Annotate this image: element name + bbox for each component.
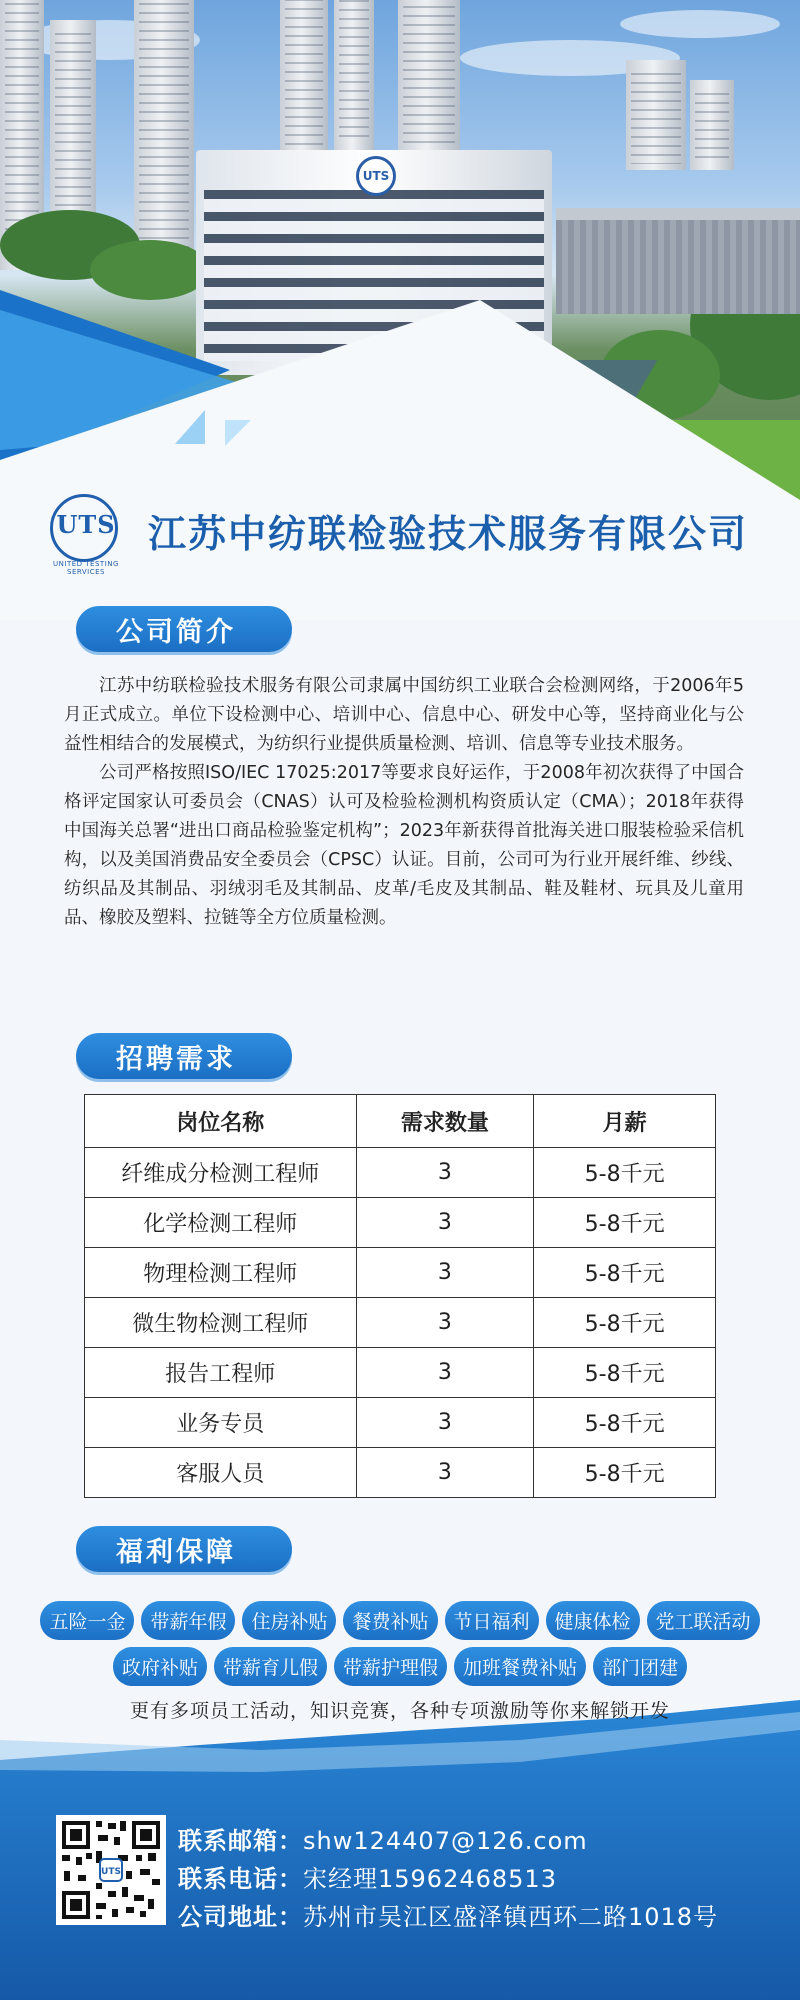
job-count: 3 [356, 1448, 534, 1498]
table-row [85, 1148, 716, 1198]
email-label: 联系邮箱： [178, 1827, 303, 1855]
job-title: 微生物检测工程师 [85, 1298, 357, 1348]
company-header [46, 490, 749, 576]
company-logo-icon: UTS UNITED TESTING SERVICES [46, 490, 126, 570]
job-salary: 5-8千元 [534, 1348, 716, 1398]
column-header: 岗位名称 [85, 1095, 357, 1148]
job-title: 化学检测工程师 [85, 1198, 357, 1248]
benefit-tag: 党工联活动 [647, 1601, 760, 1640]
benefit-tag: 健康体检 [546, 1601, 640, 1640]
email-value[interactable]: shw124407@126.com [303, 1827, 588, 1855]
phone-value[interactable]: 宋经理15962468513 [303, 1865, 557, 1893]
benefit-tag: 节日福利 [445, 1601, 539, 1640]
job-salary: 5-8千元 [534, 1298, 716, 1348]
benefit-tag: 五险一金 [40, 1601, 134, 1640]
table-row [85, 1298, 716, 1348]
address-label: 公司地址： [178, 1903, 303, 1931]
column-header: 月薪 [534, 1095, 716, 1148]
job-count: 3 [356, 1198, 534, 1248]
contact-address-row [178, 1898, 718, 1936]
job-salary: 5-8千元 [534, 1448, 716, 1498]
benefit-tag: 带薪护理假 [334, 1647, 447, 1686]
table-row [85, 1448, 716, 1498]
job-title: 报告工程师 [85, 1348, 357, 1398]
job-title: 客服人员 [85, 1448, 357, 1498]
benefit-tags-row-2 [0, 1647, 800, 1686]
building-logo-icon: UTS [356, 156, 396, 196]
job-count: 3 [356, 1348, 534, 1398]
contact-phone-row [178, 1860, 718, 1898]
intro-paragraph-2: 公司严格按照ISO/IEC 17025:2017等要求良好运作，于2008年初次获得了中国合格评定国家认可委员会（CNAS）认可及检验检测机构资质认定（CMA）；2018年获得中国海关总署“进出口商品检验鉴定机构”；2023年新获得首批海关进口服装检验采信机构，以及美国消费品安全委员会（CPSC）认证。目前，公司可为行业开展纤维、纱线、纺织品及其制品、羽绒羽毛及其制品、皮革/毛皮及其制品、鞋及鞋材、玩具及儿童用品、橡胶及塑料、拉链等全方位质量检测。 [64, 763, 744, 928]
benefit-tag: 加班餐费补贴 [454, 1647, 586, 1686]
benefit-tag: 政府补贴 [113, 1647, 207, 1686]
benefit-tag: 带薪育儿假 [214, 1647, 327, 1686]
job-count: 3 [356, 1398, 534, 1448]
intro-heading: 公司简介 [76, 606, 292, 652]
jobs-table [84, 1094, 716, 1498]
benefit-tags-row-1 [0, 1601, 800, 1640]
job-count: 3 [356, 1248, 534, 1298]
job-count: 3 [356, 1298, 534, 1348]
contact-info [178, 1822, 718, 1936]
benefit-tag: 部门团建 [593, 1647, 687, 1686]
job-count: 3 [356, 1148, 534, 1198]
svg-text:UTS: UTS [101, 1867, 121, 1877]
recruit-heading: 招聘需求 [76, 1033, 292, 1079]
phone-label: 联系电话： [178, 1865, 303, 1893]
table-row [85, 1348, 716, 1398]
benefit-tag: 住房补贴 [242, 1601, 336, 1640]
table-header-row [85, 1095, 716, 1148]
benefit-tag: 餐费补贴 [343, 1601, 437, 1640]
job-salary: 5-8千元 [534, 1198, 716, 1248]
benefits-more-text: 更有多项员工活动，知识竞赛，各种专项激励等你来解锁开发 [129, 1700, 670, 1722]
table-row [85, 1248, 716, 1298]
intro-paragraph-1: 江苏中纺联检验技术服务有限公司隶属中国纺织工业联合会检测网络，于2006年5月正式成立。单位下设检测中心、培训中心、信息中心、研发中心等，坚持商业化与公益性相结合的发展模式，为纺织行业提供质量检测、培训、信息等专业技术服务。 [64, 676, 744, 754]
company-name: 江苏中纺联检验技术服务有限公司 [148, 510, 749, 556]
qr-code-icon[interactable] [56, 1815, 166, 1925]
table-row [85, 1398, 716, 1448]
job-title: 物理检测工程师 [85, 1248, 357, 1298]
address-value: 苏州市吴江区盛泽镇西环二路1018号 [303, 1903, 719, 1931]
job-title: 业务专员 [85, 1398, 357, 1448]
job-salary: 5-8千元 [534, 1398, 716, 1448]
table-row [85, 1198, 716, 1248]
company-intro [64, 672, 744, 933]
job-salary: 5-8千元 [534, 1148, 716, 1198]
job-title: 纤维成分检测工程师 [85, 1148, 357, 1198]
contact-email-row [178, 1822, 718, 1860]
column-header: 需求数量 [356, 1095, 534, 1148]
benefits-heading: 福利保障 [76, 1526, 292, 1572]
job-salary: 5-8千元 [534, 1248, 716, 1298]
benefit-tag: 带薪年假 [141, 1601, 235, 1640]
